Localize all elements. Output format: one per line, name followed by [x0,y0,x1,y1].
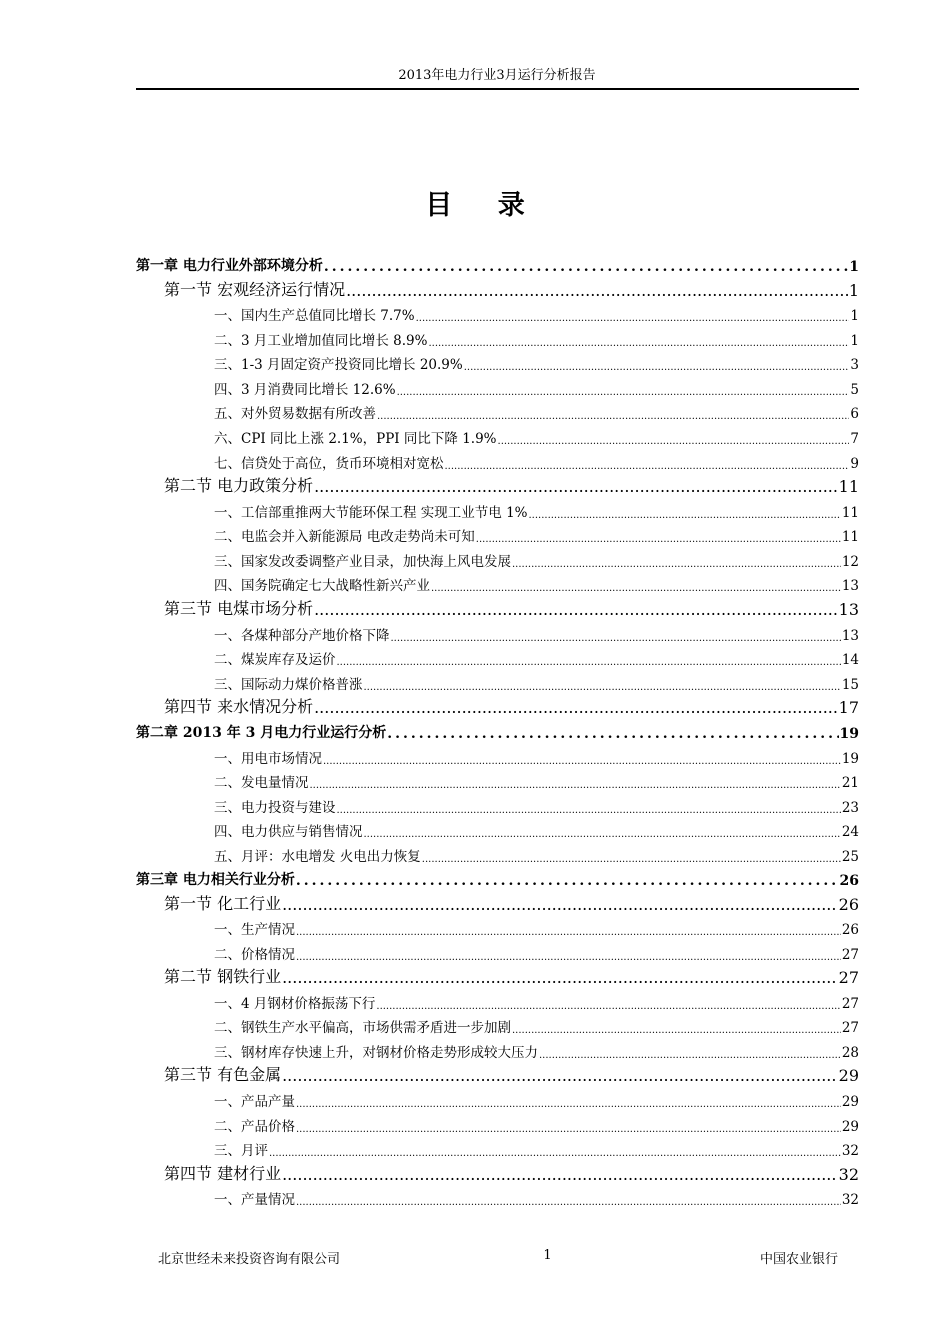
toc-item-entry[interactable] [214,939,859,963]
toc-page-number: 26 [838,895,859,914]
toc-leader-dots [529,508,841,522]
toc-entry-label: 第二章 2013 年 3 月电力行业运行分析 [136,725,387,741]
toc-leader-dots [337,803,841,817]
toc-leader-dots [445,459,850,473]
toc-entry-label: 第四节 来水情况分析 [164,697,314,716]
toc-section-entry[interactable] [164,890,859,914]
header-rule [136,88,859,90]
toc-page-number: 17 [838,698,859,717]
toc-page-number: 19 [839,726,859,742]
toc-page-number: 7 [850,431,859,447]
toc-page-number: 6 [850,406,859,422]
toc-page-number: 11 [841,505,859,521]
toc-page-number: 27 [838,968,859,987]
toc-leader-dots [431,581,841,595]
toc-item-entry[interactable] [214,325,859,349]
toc-item-entry[interactable] [214,767,859,791]
toc-entry-label: 第一节 宏观经济运行情况 [164,280,346,299]
toc-leader-dots [512,1023,841,1037]
toc-page-number: 3 [850,357,859,373]
toc-item-entry[interactable] [214,816,859,840]
toc-leader-dots [377,409,849,423]
toc-entry-label: 四、国务院确定七大战略性新兴产业 [214,578,430,594]
toc-entry-label: 三、国家发改委调整产业目录，加快海上风电发展 [214,554,511,570]
toc-page-number: 27 [841,1020,859,1036]
toc-leader-dots [387,728,838,742]
toc-page-number: 1 [850,333,859,349]
toc-entry-label: 一、各煤种部分产地价格下降 [214,628,390,644]
toc-item-entry[interactable] [214,374,859,398]
toc-entry-label: 二、产品价格 [214,1119,295,1135]
toc-leader-dots [282,971,838,987]
toc-leader-dots [296,950,841,964]
toc-entry-label: 三、1-3 月固定资产投资同比增长 20.9% [214,357,463,373]
toc-section-entry[interactable] [164,276,859,300]
toc-entry-label: 三、月评 [214,1143,268,1159]
toc-item-entry[interactable] [214,644,859,668]
toc-leader-dots [346,284,848,300]
toc-item-entry[interactable] [214,570,859,594]
toc-item-entry[interactable] [214,1086,859,1110]
toc-item-entry[interactable] [214,423,859,447]
toc-page-number: 12 [841,554,859,570]
toc-leader-dots [422,852,841,866]
page-title: 目 录 [425,190,543,221]
toc-leader-dots [324,261,848,275]
toc-entry-label: 三、电力投资与建设 [214,800,336,816]
toc-chapter-entry[interactable] [136,251,859,275]
footer-page-number: 1 [543,1248,552,1263]
toc-entry-label: 二、煤炭库存及运价 [214,652,336,668]
toc-leader-dots [416,311,850,325]
toc-page-number: 26 [841,922,859,938]
toc-item-entry[interactable] [214,743,859,767]
toc-entry-label: 七、信贷处于高位，货币环境相对宽松 [214,456,444,472]
toc-page-number: 24 [841,824,859,840]
toc-entry-label: 一、工信部重推两大节能环保工程 实现工业节电 1% [214,505,528,521]
toc-page-number: 23 [841,800,859,816]
toc-page-number: 29 [838,1066,859,1085]
toc-section-entry[interactable] [164,1160,859,1184]
toc-item-entry[interactable] [214,792,859,816]
toc-item-entry[interactable] [214,914,859,938]
toc-entry-label: 第二节 钢铁行业 [164,967,282,986]
toc-page-number: 1 [848,281,859,300]
toc-leader-dots [364,680,841,694]
toc-page-number: 26 [839,873,859,889]
toc-item-entry[interactable] [214,521,859,545]
toc-entry-label: 一、国内生产总值同比增长 7.7% [214,308,415,324]
toc-leader-dots [314,603,838,619]
toc-entry-label: 五、对外贸易数据有所改善 [214,406,376,422]
toc-item-entry[interactable] [214,669,859,693]
toc-leader-dots [296,1195,841,1209]
toc-item-entry[interactable] [214,1037,859,1061]
toc-leader-dots [310,778,841,792]
toc-page-number: 32 [841,1192,859,1208]
toc-leader-dots [476,532,841,546]
toc-entry-label: 四、电力供应与销售情况 [214,824,363,840]
toc-entry-label: 六、CPI 同比上涨 2.1%，PPI 同比下降 1.9% [214,431,497,447]
toc-leader-dots [314,480,838,496]
toc-item-entry[interactable] [214,448,859,472]
toc-entry-label: 三、国际动力煤价格普涨 [214,677,363,693]
toc-leader-dots [397,385,850,399]
toc-leader-dots [282,1069,838,1085]
toc-leader-dots [464,360,850,374]
toc-entry-label: 三、钢材库存快速上升，对钢材价格走势形成较大压力 [214,1045,538,1061]
toc-item-entry[interactable] [214,1184,859,1208]
toc-section-entry[interactable] [164,472,859,496]
toc-entry-label: 第三章 电力相关行业分析 [136,872,295,888]
toc-page-number: 19 [841,751,859,767]
toc-page-number: 13 [841,578,859,594]
toc-entry-label: 二、电监会并入新能源局 电改走势尚未可知 [214,529,475,545]
toc-entry-label: 二、钢铁生产水平偏高，市场供需矛盾进一步加剧 [214,1020,511,1036]
toc-item-entry[interactable] [214,497,859,521]
toc-page-number: 29 [841,1094,859,1110]
toc-entry-label: 第一节 化工行业 [164,894,282,913]
toc-leader-dots [512,557,841,571]
toc-page-number: 15 [841,677,859,693]
toc-leader-dots [364,827,841,841]
toc-entry-label: 一、产量情况 [214,1192,295,1208]
footer-company: 北京世经未来投资咨询有限公司 [158,1252,341,1267]
toc-page-number: 32 [841,1143,859,1159]
toc-item-entry[interactable] [214,300,859,324]
toc-leader-dots [323,754,841,768]
toc-leader-dots [296,875,839,889]
toc-entry-label: 第一章 电力行业外部环境分析 [136,258,323,274]
toc-page-number: 21 [841,775,859,791]
toc-leader-dots [539,1048,841,1062]
toc-item-entry[interactable] [214,1111,859,1135]
toc-leader-dots [269,1146,841,1160]
toc-section-entry[interactable] [164,1061,859,1085]
toc-chapter-entry[interactable] [136,865,859,889]
toc-item-entry[interactable] [214,1135,859,1159]
toc-page-number: 11 [838,477,859,496]
footer-bank: 中国农业银行 [759,1252,838,1267]
toc-leader-dots [376,999,840,1013]
toc-entry-label: 二、价格情况 [214,947,295,963]
toc-item-entry[interactable] [214,349,859,373]
toc-entry-label: 一、用电市场情况 [214,751,322,767]
toc-leader-dots [391,631,841,645]
toc-leader-dots [296,925,841,939]
toc-item-entry[interactable] [214,1012,859,1036]
toc-entry-label: 第三节 电煤市场分析 [164,599,314,618]
toc-page-number: 32 [838,1165,859,1184]
toc-entry-label: 一、生产情况 [214,922,295,938]
toc-page-number: 1 [850,308,859,324]
toc-section-entry[interactable] [164,963,859,987]
toc-page-number: 14 [841,652,859,668]
toc-page-number: 13 [838,600,859,619]
toc-page-number: 29 [841,1119,859,1135]
toc-entry-label: 四、3 月消费同比增长 12.6% [214,382,396,398]
toc-entry-label: 二、发电量情况 [214,775,309,791]
running-header: 2013年电力行业3月运行分析报告 [398,68,596,83]
toc-item-entry[interactable] [214,620,859,644]
toc-leader-dots [282,898,838,914]
toc-entry-label: 五、月评：水电增发 火电出力恢复 [214,849,421,865]
toc-leader-dots [337,655,841,669]
toc-page-number: 25 [841,849,859,865]
toc-item-entry[interactable] [214,988,859,1012]
toc-page-number: 5 [850,382,859,398]
toc-page-number: 28 [841,1045,859,1061]
toc-item-entry[interactable] [214,841,859,865]
toc-item-entry[interactable] [214,546,859,570]
toc-page-number: 11 [841,529,859,545]
toc-leader-dots [282,1168,838,1184]
toc-entry-label: 第三节 有色金属 [164,1065,282,1084]
toc-page-number: 9 [850,456,859,472]
toc-section-entry[interactable] [164,693,859,717]
toc-entry-label: 一、4 月钢材价格振荡下行 [214,996,376,1012]
toc-leader-dots [296,1122,841,1136]
toc-entry-label: 第四节 建材行业 [164,1164,282,1183]
toc-page-number: 27 [841,947,859,963]
toc-chapter-entry[interactable] [136,718,859,742]
toc-section-entry[interactable] [164,595,859,619]
toc-entry-label: 第二节 电力政策分析 [164,476,314,495]
toc-leader-dots [428,336,849,350]
toc-leader-dots [314,701,838,717]
toc-leader-dots [296,1097,841,1111]
toc-entry-label: 一、产品产量 [214,1094,295,1110]
toc-item-entry[interactable] [214,398,859,422]
toc-page-number: 1 [849,259,859,275]
toc-page-number: 27 [841,996,859,1012]
toc-leader-dots [498,434,850,448]
toc-page-number: 13 [841,628,859,644]
toc-entry-label: 二、3 月工业增加值同比增长 8.9% [214,333,428,349]
